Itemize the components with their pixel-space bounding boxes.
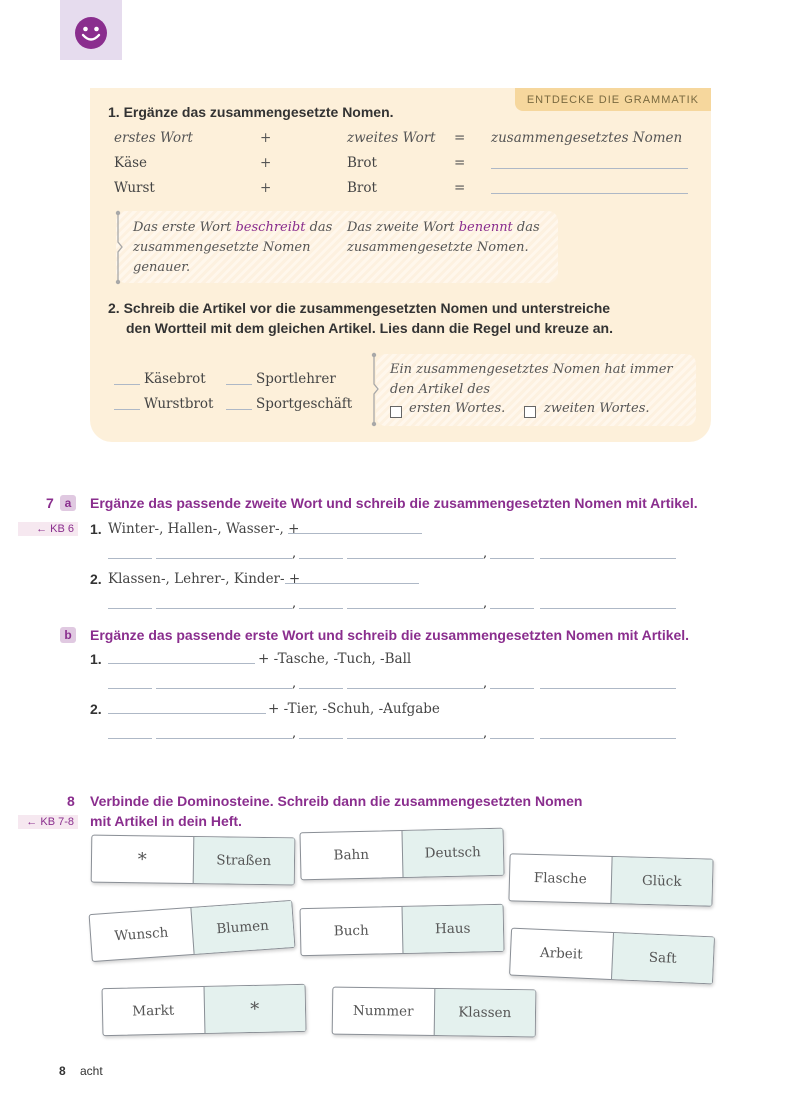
answer-line[interactable]	[490, 738, 534, 739]
checkbox-second[interactable]	[524, 404, 536, 422]
domino-left: Markt	[132, 1002, 175, 1020]
item-number: 1.	[90, 521, 102, 537]
header-second-word: zweites Wort	[347, 130, 436, 146]
domino-left: Nummer	[352, 1002, 414, 1020]
article-line[interactable]	[114, 384, 140, 385]
checkbox-first[interactable]	[390, 404, 402, 422]
item-number: 1.	[90, 651, 102, 667]
domino-tile[interactable]	[299, 828, 504, 881]
answer-line[interactable]	[108, 738, 152, 739]
word-sportlehrer: Sportlehrer	[256, 371, 336, 387]
ex7b-title: Ergänze das passende erste Wort und schreib die zusammengesetzten Nomen mit Artikel.	[90, 627, 690, 643]
answer-line[interactable]	[108, 558, 152, 559]
comma: ,	[483, 726, 488, 741]
answer-line[interactable]	[490, 558, 534, 559]
page-number: 8	[59, 1064, 66, 1078]
bracket-icon	[114, 210, 124, 285]
grammar-tag: ENTDECKE DIE GRAMMATIK	[515, 88, 711, 111]
domino-right: Saft	[610, 933, 713, 983]
ex7-b-badge: b	[60, 626, 76, 644]
domino-right: Straßen	[192, 837, 294, 884]
item-text: + -Tier, -Schuh, -Aufgabe	[268, 701, 440, 717]
ex7-number: 7	[46, 495, 54, 511]
item-text: + -Tasche, -Tuch, -Ball	[258, 651, 412, 667]
article-line[interactable]	[226, 409, 252, 410]
comma: ,	[292, 726, 297, 741]
smiley-icon	[74, 16, 108, 50]
answer-line[interactable]	[347, 738, 483, 739]
ex8-title-line1: Verbinde die Dominosteine. Schreib dann die zusammengesetzten Nomen	[90, 793, 583, 809]
item-text: Winter-, Hallen-, Wasser-, +	[108, 521, 300, 537]
equals-sign: =	[454, 130, 466, 146]
answer-line[interactable]	[288, 533, 422, 534]
domino-left: *	[137, 848, 147, 870]
answer-line[interactable]	[299, 738, 343, 739]
answer-line[interactable]	[285, 583, 419, 584]
kb-reference: ← KB 6	[18, 522, 78, 536]
answer-line[interactable]	[156, 608, 292, 609]
answer-line[interactable]	[491, 168, 688, 169]
answer-line[interactable]	[540, 558, 676, 559]
word-brot: Brot	[347, 180, 377, 196]
answer-line[interactable]	[108, 713, 266, 714]
q2-title-line1: 2. Schreib die Artikel vor die zusammengesetzten Nomen und unterstreiche	[108, 300, 611, 316]
domino-tile[interactable]	[300, 904, 505, 956]
domino-right: Blumen	[190, 901, 294, 954]
domino-left: Wunsch	[113, 924, 169, 945]
equals-sign: =	[454, 180, 466, 196]
header-compound: zusammengesetztes Nomen	[491, 130, 683, 146]
article-line[interactable]	[226, 384, 252, 385]
article-line[interactable]	[114, 409, 140, 410]
bracket-icon	[370, 352, 380, 427]
ex8-number: 8	[67, 793, 75, 809]
word-sportgeschaeft: Sportgeschäft	[256, 396, 353, 412]
comma: ,	[483, 596, 488, 611]
word-kaesebrot: Käsebrot	[144, 371, 206, 387]
answer-line[interactable]	[540, 688, 676, 689]
option-second-word: zweiten Wortes.	[544, 401, 650, 416]
comma: ,	[292, 546, 297, 561]
answer-line[interactable]	[108, 608, 152, 609]
answer-line[interactable]	[108, 663, 255, 664]
domino-tile[interactable]	[89, 900, 296, 962]
note-second-word: Das zweite Wort benennt das zusammengesetzte Nomen.	[347, 220, 540, 255]
arrow-left-icon: ←	[26, 816, 41, 828]
smiley-badge	[60, 0, 122, 60]
domino-left: Buch	[333, 922, 369, 940]
item-number: 2.	[90, 571, 102, 587]
note-first-word: Das erste Wort beschreibt das zusammengesetzte Nomen genauer.	[133, 220, 333, 275]
answer-line[interactable]	[490, 608, 534, 609]
rule-text: Ein zusammengesetztes Nomen hat immer den Artikel des	[390, 362, 673, 397]
word-brot: Brot	[347, 155, 377, 171]
answer-line[interactable]	[347, 688, 483, 689]
domino-tile[interactable]	[102, 984, 307, 1036]
grammar-box	[90, 88, 711, 442]
answer-line[interactable]	[299, 688, 343, 689]
domino-right: Haus	[401, 905, 503, 953]
item-text: Klassen-, Lehrer-, Kinder- +	[108, 571, 301, 587]
q2-title-line2: den Wortteil mit dem gleichen Artikel. Lies dann die Regel und kreuze an.	[126, 320, 613, 336]
domino-right: Glück	[610, 857, 713, 906]
q1-title: 1. Ergänze das zusammengesetzte Nomen.	[108, 104, 394, 120]
domino-tile[interactable]	[508, 853, 713, 906]
item-number: 2.	[90, 701, 102, 717]
domino-right: Deutsch	[401, 829, 504, 877]
answer-line[interactable]	[156, 688, 292, 689]
header-first-word: erstes Wort	[114, 130, 193, 146]
option-first-word: ersten Wortes.	[409, 401, 506, 416]
plus-sign: +	[260, 180, 272, 196]
answer-line[interactable]	[299, 608, 343, 609]
kb-reference: ← KB 7-8	[18, 815, 78, 829]
answer-line[interactable]	[299, 558, 343, 559]
domino-left: Bahn	[333, 846, 370, 864]
ex7-a-badge: a	[60, 494, 76, 512]
domino-right: Klassen	[433, 989, 535, 1036]
plus-sign: +	[260, 130, 272, 146]
domino-left: Arbeit	[539, 944, 583, 963]
arrow-left-icon: ←	[36, 523, 51, 535]
page-word: acht	[80, 1064, 103, 1078]
domino-tile[interactable]	[332, 987, 537, 1038]
answer-line[interactable]	[156, 558, 292, 559]
ex8-title-line2: mit Artikel in dein Heft.	[90, 813, 242, 829]
domino-left: Flasche	[533, 869, 587, 888]
domino-tile[interactable]	[91, 835, 296, 886]
comma: ,	[483, 676, 488, 691]
answer-line[interactable]	[490, 688, 534, 689]
domino-tile[interactable]	[509, 928, 715, 985]
word-kaese: Käse	[114, 155, 148, 171]
comma: ,	[292, 676, 297, 691]
domino-right: *	[203, 985, 305, 1033]
comma: ,	[483, 546, 488, 561]
answer-line[interactable]	[540, 738, 676, 739]
plus-sign: +	[260, 155, 272, 171]
answer-line[interactable]	[491, 193, 688, 194]
answer-line[interactable]	[156, 738, 292, 739]
answer-line[interactable]	[347, 558, 483, 559]
word-wurst: Wurst	[114, 180, 155, 196]
answer-line[interactable]	[108, 688, 152, 689]
word-wurstbrot: Wurstbrot	[144, 396, 214, 412]
equals-sign: =	[454, 155, 466, 171]
answer-line[interactable]	[347, 608, 483, 609]
comma: ,	[292, 596, 297, 611]
answer-line[interactable]	[540, 608, 676, 609]
ex7a-title: Ergänze das passende zweite Wort und schreib die zusammengesetzten Nomen mit Artikel.	[90, 495, 698, 511]
